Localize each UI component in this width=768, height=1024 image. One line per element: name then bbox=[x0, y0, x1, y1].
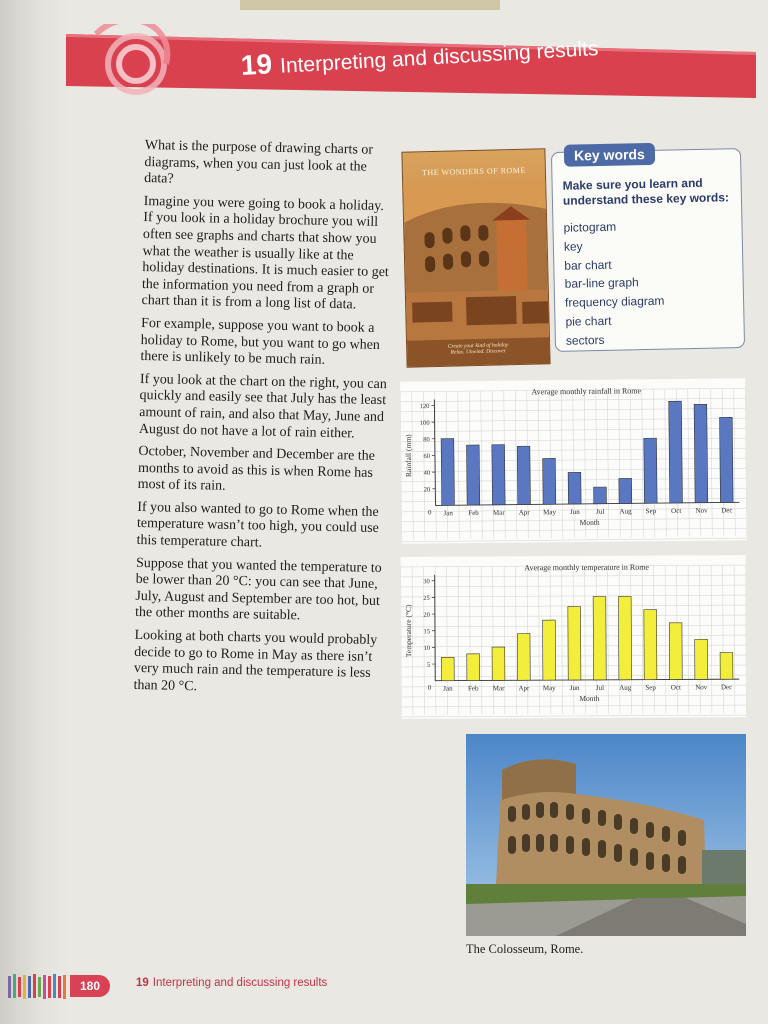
bar-mar bbox=[492, 445, 505, 505]
grid-line bbox=[642, 389, 644, 537]
bar-dec bbox=[720, 652, 733, 679]
x-tick-label: Jan bbox=[443, 509, 453, 518]
bar-nov bbox=[694, 404, 708, 502]
bar-nov bbox=[695, 639, 708, 679]
body-text bbox=[133, 138, 395, 706]
x-tick-label: Oct bbox=[670, 683, 682, 692]
grid-line bbox=[539, 566, 540, 714]
grid-line bbox=[607, 390, 609, 538]
x-tick-label: Feb bbox=[467, 684, 479, 693]
y-tick-label: 10 bbox=[423, 644, 431, 652]
y-tick-label: 25 bbox=[423, 594, 430, 602]
grid-line bbox=[481, 566, 482, 714]
bar-feb bbox=[466, 445, 479, 505]
bar-jul bbox=[594, 487, 607, 504]
x-tick-label: Jun bbox=[569, 507, 580, 517]
y-tick-label: 5 bbox=[426, 661, 431, 669]
grid-line bbox=[642, 566, 643, 714]
grid-line bbox=[665, 389, 667, 537]
page-edge-tabs bbox=[8, 972, 70, 1000]
footer-running-title bbox=[136, 977, 327, 989]
page-number: 180 bbox=[70, 975, 110, 997]
key-word: key bbox=[563, 239, 583, 254]
photo-caption: The Colosseum, Rome. bbox=[466, 942, 584, 956]
bar-dec bbox=[720, 417, 734, 502]
colosseum-photo bbox=[466, 734, 746, 936]
y-tick-label: 60 bbox=[423, 453, 430, 461]
bar-sep bbox=[644, 438, 657, 503]
x-tick-label: Mar bbox=[492, 684, 505, 693]
y-axis bbox=[435, 575, 436, 681]
grid-line bbox=[516, 566, 517, 714]
paragraph: For example, suppose you want to book a holiday to Rome, but you want to go when there is unlikely to be much rain. bbox=[140, 315, 381, 368]
paragraph: Suppose that you wanted the temperature to be lower than 20 °C: you can see that June, July, August and September are too hot, but the other months are suitable. bbox=[134, 555, 382, 624]
bar-may bbox=[543, 458, 556, 504]
grid-line bbox=[561, 390, 563, 538]
grid-line bbox=[402, 538, 747, 542]
x-tick-label: Apr bbox=[518, 508, 530, 517]
bar-aug bbox=[619, 478, 632, 503]
y-tick-label: 80 bbox=[423, 436, 430, 444]
grid-line bbox=[734, 388, 736, 536]
x-tick-label: Feb bbox=[468, 508, 479, 518]
x-axis-label: Month bbox=[579, 693, 600, 703]
x-tick-label: Sep bbox=[645, 683, 656, 692]
grid-line bbox=[481, 391, 483, 539]
grid-line bbox=[665, 566, 666, 714]
grid-line bbox=[711, 389, 713, 537]
y-tick-label: 100 bbox=[419, 419, 430, 427]
key-word: bar-line graph bbox=[564, 275, 639, 292]
temperature-chart-svg bbox=[401, 555, 747, 719]
paragraph: If you look at the chart on the right, you can quickly and easily see that July has the least amount of rain, and also that May, June and August do not have a lot of rain either. bbox=[138, 371, 387, 441]
key-word: pictogram bbox=[563, 219, 617, 235]
footer-chapter-title: Interpreting and discussing results bbox=[152, 977, 328, 989]
chart-title: Average monthly temperature in Rome bbox=[524, 562, 650, 573]
x-axis-label: Month bbox=[579, 517, 600, 527]
grid-line bbox=[608, 566, 609, 714]
brochure-title: THE WONDERS OF ROME bbox=[421, 165, 526, 178]
bar-jul bbox=[593, 596, 606, 679]
footer-chapter-number: 19 bbox=[136, 977, 149, 989]
bar-may bbox=[543, 620, 556, 680]
bar-apr bbox=[517, 634, 530, 681]
grid-line bbox=[423, 392, 425, 540]
book-gutter bbox=[0, 0, 70, 1024]
grid-line bbox=[584, 390, 586, 538]
grid-line bbox=[688, 565, 689, 713]
paragraph: October, November and December are the months to avoid as this is when Rome has most of its rain. bbox=[137, 444, 376, 495]
key-word: frequency diagram bbox=[564, 293, 665, 310]
grid-line bbox=[400, 392, 402, 540]
bar-jan bbox=[441, 657, 454, 680]
y-tick-label: 30 bbox=[423, 578, 430, 586]
colosseum-illustration bbox=[402, 149, 550, 367]
grid-line bbox=[401, 715, 746, 717]
colosseum-photo-image bbox=[466, 734, 746, 936]
x-tick-label: Jul bbox=[596, 507, 605, 516]
key-word: pie chart bbox=[565, 313, 612, 329]
grid-line bbox=[538, 390, 540, 538]
y-tick-label: 120 bbox=[419, 403, 430, 411]
x-tick-label: Nov bbox=[695, 683, 708, 692]
zero-label: 0 bbox=[427, 683, 432, 692]
chapter-title-text: Interpreting and discussing results bbox=[279, 37, 599, 78]
bar-mar bbox=[492, 647, 505, 680]
paragraph: Imagine you were going to book a holiday. If you look in a holiday brochure you will often see graphs and charts that show you what the weather is usually like at the holiday destinations. It is much easier to get the information you need from a graph or chart than it is from a long list of data. bbox=[141, 193, 389, 313]
x-tick-label: Aug bbox=[619, 683, 632, 692]
key-words-box bbox=[551, 148, 745, 352]
grid-line bbox=[688, 389, 690, 537]
bar-oct bbox=[669, 623, 682, 680]
y-axis-label: Rainfall (mm) bbox=[403, 434, 414, 478]
x-tick-label: Jul bbox=[595, 683, 605, 692]
y-tick-label: 20 bbox=[423, 486, 431, 494]
x-tick-label: Sep bbox=[645, 507, 657, 516]
x-tick-label: Oct bbox=[671, 506, 682, 515]
paragraph: If you also wanted to go to Rome when the temperature wasn’t too high, you could use this temperature chart. bbox=[136, 499, 379, 551]
grid-line bbox=[458, 391, 460, 539]
chapter-number: 19 bbox=[240, 48, 273, 81]
key-word: bar chart bbox=[564, 257, 612, 273]
chart-title: Average monthly rainfall in Rome bbox=[531, 386, 642, 397]
x-tick-label: Nov bbox=[695, 506, 708, 515]
y-tick-label: 15 bbox=[423, 628, 430, 636]
zero-label: 0 bbox=[427, 508, 432, 517]
grid-line bbox=[562, 566, 563, 714]
bar-jun bbox=[568, 472, 581, 504]
grid-line bbox=[711, 565, 712, 713]
grid-line bbox=[585, 566, 586, 714]
paragraph: What is the purpose of drawing charts or diagrams, when you can just look at the data? bbox=[143, 138, 374, 187]
bar-feb bbox=[467, 654, 480, 681]
bar-jun bbox=[568, 607, 581, 680]
key-words-intro: Make sure you learn and understand these key words: bbox=[562, 175, 730, 208]
rainfall-chart-svg bbox=[400, 378, 747, 544]
y-tick-label: 20 bbox=[423, 611, 430, 619]
x-tick-label: Dec bbox=[721, 506, 733, 515]
bar-aug bbox=[618, 596, 631, 679]
bar-oct bbox=[669, 401, 683, 503]
brochure-caption: Create your kind of holiday Relax. Unwind. Discover bbox=[447, 342, 509, 356]
x-axis bbox=[435, 679, 739, 681]
grid-line bbox=[734, 565, 735, 713]
key-words-list bbox=[563, 217, 665, 351]
grid-line bbox=[515, 391, 517, 539]
rainfall-chart bbox=[400, 378, 747, 544]
x-tick-label: Apr bbox=[518, 684, 530, 693]
previous-page-edge bbox=[240, 0, 500, 10]
key-word: sectors bbox=[565, 332, 605, 348]
x-tick-label: Mar bbox=[492, 508, 505, 517]
x-tick-label: Jan bbox=[443, 684, 453, 693]
grid-line bbox=[424, 567, 425, 715]
y-axis-label: Temperature (°C) bbox=[403, 604, 414, 658]
bar-jan bbox=[441, 439, 454, 506]
x-tick-label: Aug bbox=[619, 507, 632, 516]
bar-apr bbox=[517, 446, 530, 504]
bar-sep bbox=[644, 610, 657, 680]
grid-line bbox=[746, 565, 747, 713]
x-axis bbox=[435, 502, 739, 505]
x-tick-label: May bbox=[543, 508, 556, 517]
grid-line bbox=[401, 567, 402, 715]
key-words-title: Key words bbox=[564, 143, 655, 167]
x-tick-label: Dec bbox=[720, 683, 733, 692]
x-tick-label: Jun bbox=[569, 683, 580, 693]
grid-line bbox=[745, 388, 747, 536]
x-tick-label: May bbox=[542, 684, 556, 693]
y-tick-label: 40 bbox=[423, 469, 431, 477]
paragraph: Looking at both charts you would probably decide to go to Rome in May as there isn’t very much rain and the temperature is less than 20 °C. bbox=[133, 627, 378, 695]
grid-line bbox=[458, 567, 459, 715]
brochure-cover bbox=[401, 148, 550, 367]
temperature-chart bbox=[401, 555, 747, 719]
